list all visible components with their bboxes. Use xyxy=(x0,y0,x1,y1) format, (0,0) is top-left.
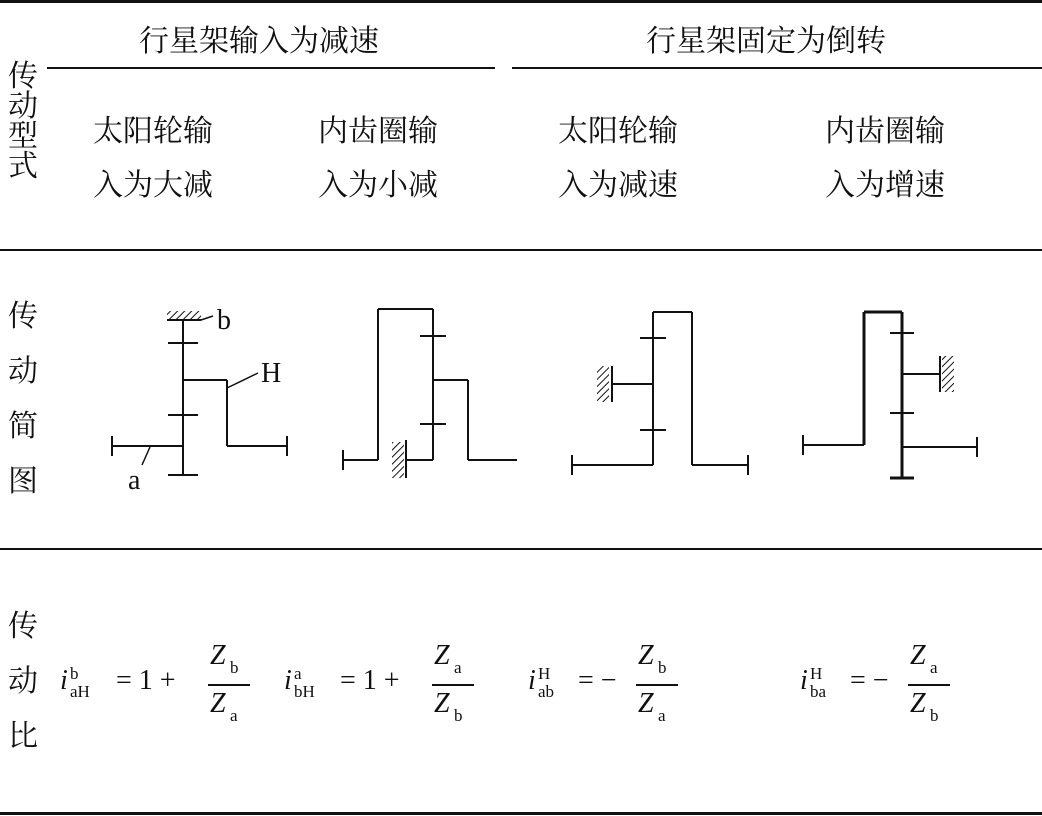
numerator-subscript: a xyxy=(454,658,462,677)
diagram-ring-input-small-reduction xyxy=(343,309,517,478)
fixed-ground-hatch xyxy=(392,442,404,478)
label-char: 图 xyxy=(8,464,38,499)
numerator: Z xyxy=(638,640,654,671)
label-char: 简 xyxy=(8,409,38,444)
ratio-symbol: i xyxy=(60,665,68,696)
label-ring-b: b xyxy=(217,305,231,336)
label-sun-a: a xyxy=(128,465,141,496)
fraction-bar xyxy=(636,684,678,686)
ratio-subscript: ba xyxy=(810,682,827,701)
equals-expression: = − xyxy=(850,665,889,696)
fixed-ground-hatch xyxy=(597,366,609,402)
numerator: Z xyxy=(210,640,226,671)
numerator: Z xyxy=(910,640,926,671)
denominator-subscript: a xyxy=(230,706,238,725)
header-fixed-carrier: 行星架固定为倒转 xyxy=(646,24,886,59)
ratio-symbol: i xyxy=(800,665,808,696)
ratio-superscript: b xyxy=(70,664,79,683)
type-3-line1: 太阳轮输 xyxy=(558,114,678,149)
fraction xyxy=(908,640,950,730)
label-carrier-H: H xyxy=(261,358,282,389)
type-1-line1: 太阳轮输 xyxy=(93,114,213,149)
label-char: 型 xyxy=(8,119,38,154)
denominator: Z xyxy=(210,688,226,719)
label-char: 传 xyxy=(8,59,38,94)
fraction-bar xyxy=(908,684,950,686)
fraction xyxy=(636,640,678,730)
label-char: 动 xyxy=(8,354,38,389)
diagram-sun-input-reduction xyxy=(572,312,748,475)
fixed-ground-hatch xyxy=(167,311,201,319)
fraction xyxy=(208,640,250,730)
type-4-line1: 内齿圈输 xyxy=(825,114,945,149)
type-1-line2: 入为大减 xyxy=(93,168,213,203)
type-4-line2: 入为增速 xyxy=(825,168,945,203)
ratio-superscript: a xyxy=(294,664,302,683)
ratio-symbol: i xyxy=(528,665,536,696)
denominator: Z xyxy=(910,688,926,719)
equals-expression: = 1 + xyxy=(340,665,400,696)
fraction xyxy=(432,640,474,730)
type-2-line1: 内齿圈输 xyxy=(318,114,438,149)
equals-expression: = 1 + xyxy=(116,665,176,696)
label-char: 式 xyxy=(8,149,38,184)
type-2-line2: 入为小减 xyxy=(318,168,438,203)
denominator: Z xyxy=(638,688,654,719)
fraction-bar xyxy=(432,684,474,686)
denominator-subscript: b xyxy=(454,706,463,725)
fraction-bar xyxy=(208,684,250,686)
numerator-subscript: a xyxy=(930,658,938,677)
label-char: 动 xyxy=(8,89,38,124)
diagram-ring-input-overdrive xyxy=(803,312,977,478)
fixed-ground-hatch xyxy=(942,356,954,392)
label-char: 动 xyxy=(8,664,38,699)
denominator-subscript: b xyxy=(930,706,939,725)
ratio-subscript: bH xyxy=(294,682,315,701)
type-3-line2: 入为减速 xyxy=(558,168,678,203)
label-char: 比 xyxy=(8,719,38,754)
label-char: 传 xyxy=(8,299,38,334)
formula-1 xyxy=(60,640,260,730)
denominator: Z xyxy=(434,688,450,719)
ratio-symbol: i xyxy=(284,665,292,696)
formula-3 xyxy=(528,640,708,730)
formula-2 xyxy=(284,640,484,730)
header-input-carrier: 行星架输入为减速 xyxy=(139,24,379,59)
equals-expression: = − xyxy=(578,665,617,696)
diagram-sun-input-large-reduction xyxy=(112,311,287,475)
ratio-subscript: ab xyxy=(538,682,555,701)
numerator: Z xyxy=(434,640,450,671)
numerator-subscript: b xyxy=(230,658,239,677)
label-char: 传 xyxy=(8,609,38,644)
ratio-subscript: aH xyxy=(70,682,90,701)
denominator-subscript: a xyxy=(658,706,666,725)
ratio-superscript: H xyxy=(538,664,551,683)
formula-4 xyxy=(800,640,980,730)
numerator-subscript: b xyxy=(658,658,667,677)
ratio-superscript: H xyxy=(810,664,823,683)
